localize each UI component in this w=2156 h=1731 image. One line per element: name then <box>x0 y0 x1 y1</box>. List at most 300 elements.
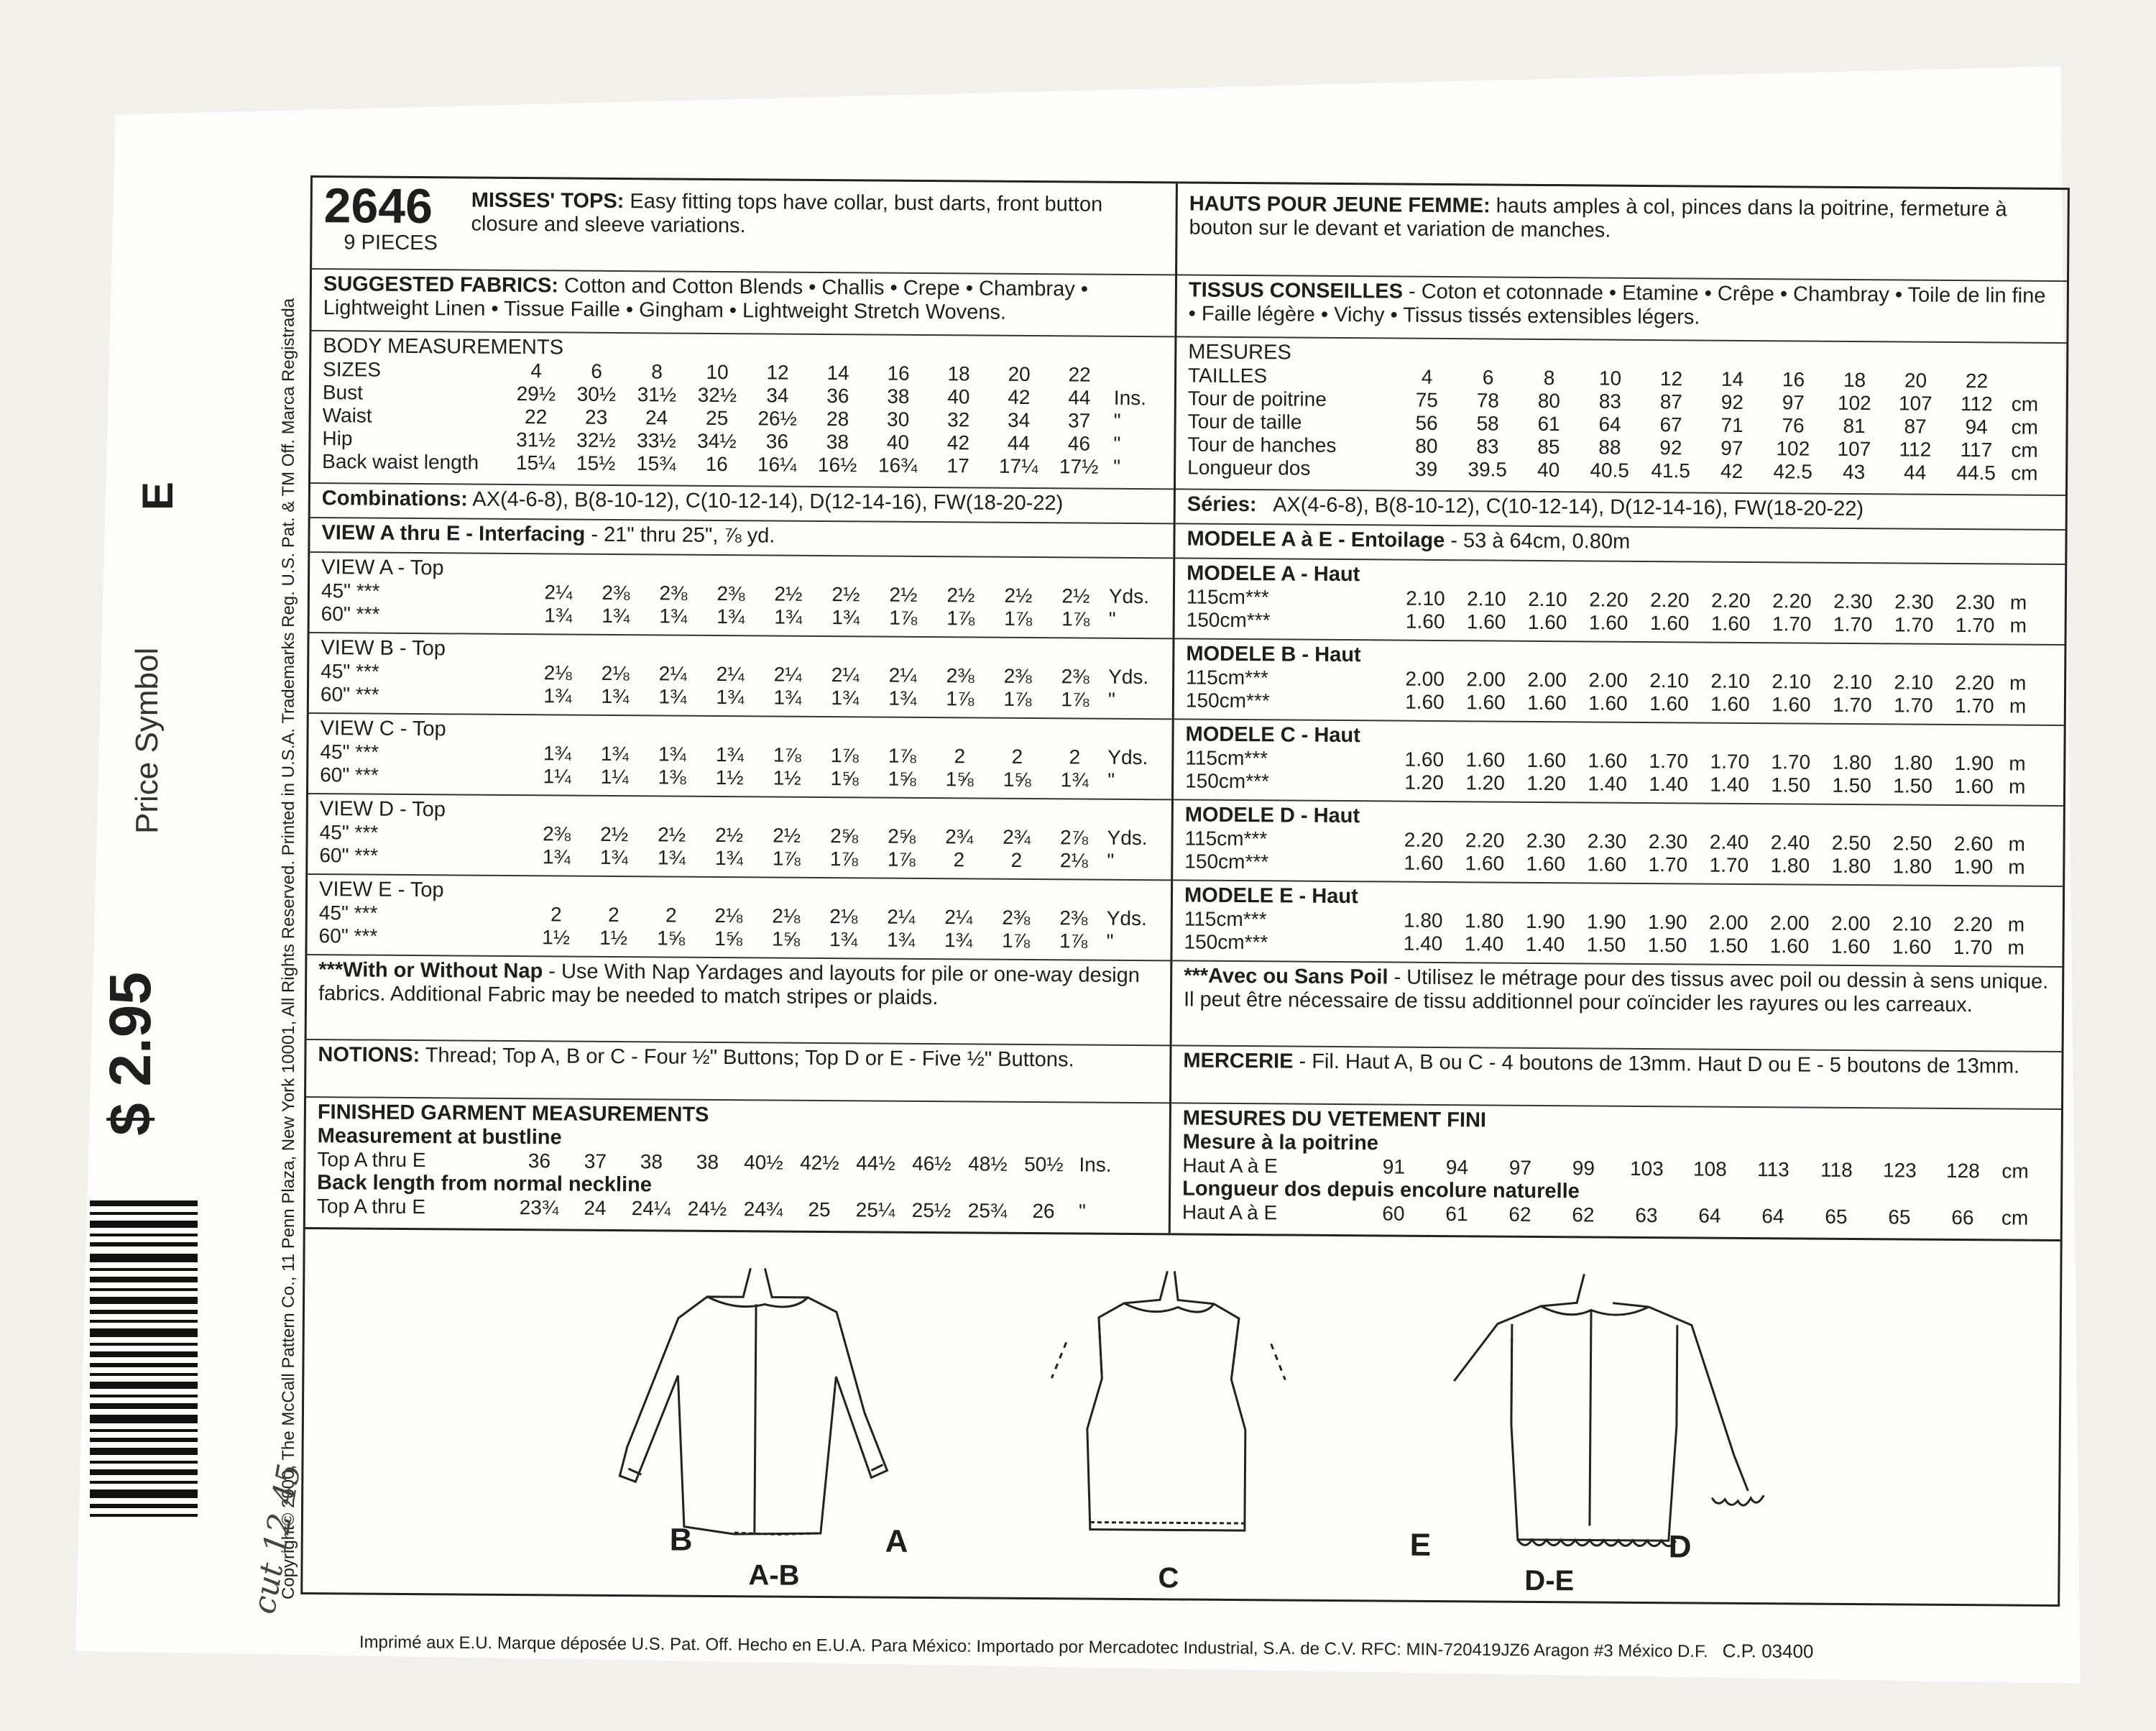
view-title: MODELE C - Haut <box>1185 722 1360 748</box>
size-value: 40 <box>886 431 910 454</box>
view-title: MODELE B - Haut <box>1186 642 1361 667</box>
row-label: SIZES <box>323 358 382 381</box>
size-value: 1.60 <box>1830 935 1871 958</box>
size-value: 66 <box>1951 1206 1974 1229</box>
size-value: 103 <box>1629 1157 1664 1180</box>
size-value: 64 <box>1598 413 1621 436</box>
size-value: 39 <box>1415 457 1438 480</box>
size-value: 1.40 <box>1710 773 1749 796</box>
size-value: 38 <box>887 385 910 408</box>
size-value: 16 <box>887 362 910 385</box>
row-label: Tour de poitrine <box>1187 387 1327 410</box>
fr-title-bold: HAUTS POUR JEUNE FEMME: <box>1189 192 1491 218</box>
size-value: 17½ <box>1059 455 1099 478</box>
interfacing-en <box>310 518 1173 559</box>
row-label: 115cm*** <box>1184 827 1268 850</box>
size-value: 99 <box>1572 1157 1595 1180</box>
size-value: 34 <box>766 384 789 407</box>
size-value: 71 <box>1720 413 1743 436</box>
row-label: TAILLES <box>1187 364 1268 387</box>
row-label: 115cm*** <box>1186 585 1269 609</box>
view-title: VIEW A - Top <box>321 556 444 580</box>
size-value: 64 <box>1698 1204 1721 1227</box>
size-value: 1¾ <box>599 845 628 869</box>
size-value: 118 <box>1820 1158 1853 1182</box>
unit-label: " <box>1107 768 1115 791</box>
size-value: 2.20 <box>1404 828 1444 852</box>
size-value: 97 <box>1782 391 1805 414</box>
size-value: 44½ <box>856 1152 895 1175</box>
size-value: 40 <box>947 385 970 408</box>
size-value: 1.60 <box>1404 748 1445 771</box>
row-label: 45" *** <box>318 901 378 924</box>
size-value: 81 <box>1843 414 1866 438</box>
size-value: 85 <box>1537 435 1560 459</box>
combinations-fr <box>1176 490 2065 531</box>
unit-label: m <box>2009 752 2026 775</box>
size-value: 4 <box>1421 365 1433 388</box>
size-value: 42 <box>1008 385 1031 408</box>
size-value: 1.70 <box>1955 694 1994 717</box>
unit-label: " <box>1113 455 1121 478</box>
size-value: 42½ <box>800 1151 839 1175</box>
size-value: 1.60 <box>1526 852 1566 876</box>
interfacing-value: - 21" thru 25", ⅞ yd. <box>585 523 775 548</box>
size-value: 2⅜ <box>543 822 571 845</box>
size-value: 37 <box>1067 409 1091 432</box>
size-value: 1¾ <box>717 605 745 628</box>
unit-label: m <box>2009 775 2026 798</box>
size-value: 2 <box>550 903 562 926</box>
row-label: Bust <box>322 381 364 404</box>
nap-text: - Use With Nap Yardages and layouts for pile or one-way design fabrics. Additional Fabric may be needed to match stripes or plaids. <box>318 960 1141 1010</box>
french-column <box>1171 183 2068 1239</box>
row-label: 115cm*** <box>1185 746 1268 770</box>
size-value: 1.70 <box>1833 693 1872 717</box>
size-value: 28 <box>826 408 849 431</box>
size-value: 76 <box>1782 414 1805 437</box>
size-value: 1¾ <box>888 687 917 710</box>
size-value: 50½ <box>1024 1152 1064 1176</box>
size-value: 2¾ <box>1003 825 1031 849</box>
size-value: 1.40 <box>1649 773 1688 796</box>
unit-label: cm <box>2011 415 2039 439</box>
size-value: 94 <box>1965 415 1988 439</box>
size-value: 39.5 <box>1468 458 1508 481</box>
fr-notions-label: MERCERIE <box>1183 1049 1294 1073</box>
row-label: Back waist length <box>322 450 479 474</box>
caption-de: D-E <box>1524 1564 1575 1597</box>
unit-label: " <box>1107 849 1115 872</box>
size-value: 2½ <box>946 584 975 607</box>
row-label: 150cm*** <box>1184 850 1269 873</box>
size-value: 1⅝ <box>772 927 801 950</box>
size-value: 16¾ <box>877 454 918 477</box>
row-label: Tour de taille <box>1187 410 1302 433</box>
size-value: 1¾ <box>601 684 630 708</box>
size-value: 1.60 <box>1527 610 1567 634</box>
size-value: 2¼ <box>658 662 687 685</box>
size-value: 30 <box>886 408 910 431</box>
size-value: 1¾ <box>602 604 630 628</box>
size-value: 23¾ <box>519 1196 559 1219</box>
table-row <box>1185 770 2026 799</box>
size-value: 2.00 <box>1708 911 1749 934</box>
size-value: 25½ <box>911 1198 952 1222</box>
price-amount: $ 2.95 <box>98 972 163 1136</box>
size-value: 24¾ <box>743 1198 783 1221</box>
size-value: 17 <box>946 454 969 477</box>
size-value: 1¾ <box>544 604 573 627</box>
unit-label: Ins. <box>1113 386 1147 410</box>
size-value: 1.80 <box>1832 750 1872 774</box>
size-value: 91 <box>1382 1155 1406 1178</box>
size-value: 2.20 <box>1711 589 1751 612</box>
size-value: 1¾ <box>774 605 803 628</box>
size-value: 2.00 <box>1769 912 1810 935</box>
notions-en <box>306 1040 1170 1103</box>
yardage-table <box>1186 666 2027 718</box>
size-value: 1¾ <box>659 605 688 628</box>
size-value: 2⅞ <box>1060 826 1089 849</box>
size-value: 1¼ <box>600 765 629 789</box>
yardage-table <box>321 660 1148 712</box>
size-value: 1.70 <box>1894 694 1933 717</box>
header-en <box>312 178 1176 275</box>
size-value: 2.20 <box>1589 588 1628 611</box>
view-title: MODELE D - Haut <box>1184 803 1360 828</box>
size-value: 2.20 <box>1650 589 1690 612</box>
yardage-table <box>319 821 1147 873</box>
size-value: 22 <box>1965 369 1989 392</box>
nap-label: ***With or Without Nap <box>318 958 543 983</box>
size-value: 2 <box>1011 745 1023 768</box>
size-value: 25 <box>705 406 729 430</box>
size-value: 87 <box>1659 390 1683 413</box>
size-value: 1.50 <box>1647 934 1687 957</box>
size-value: 2.30 <box>1526 829 1566 853</box>
size-value: 1.70 <box>1894 613 1934 636</box>
size-value: 2½ <box>1061 584 1090 607</box>
nap-fr <box>1172 961 2063 1052</box>
table-row <box>1187 609 2027 638</box>
notions-text: Thread; Top A, B or C - Four ½" Buttons; Top D or E - Five ½" Buttons. <box>420 1044 1074 1072</box>
view-block <box>1174 720 2064 807</box>
fr-fabrics-label: TISSUS CONSEILLES <box>1188 278 1404 303</box>
row-label: 60" *** <box>320 683 379 706</box>
size-value: 2¾ <box>945 825 974 848</box>
unit-label <box>2007 369 2039 392</box>
size-value: 2¼ <box>544 581 573 604</box>
size-value: 1¾ <box>831 606 860 629</box>
size-value: 128 <box>1945 1159 1980 1183</box>
size-value: 1¾ <box>714 846 743 870</box>
caption-ab: A-B <box>748 1559 800 1592</box>
size-value: 2.20 <box>1953 912 1993 936</box>
size-value: 2⅜ <box>946 664 975 687</box>
size-value: 2.30 <box>1833 589 1873 613</box>
size-value: 16¼ <box>757 453 797 476</box>
size-value: 1.60 <box>1649 612 1690 635</box>
finished-en <box>305 1098 1169 1223</box>
size-value: 1.70 <box>1833 612 1873 636</box>
table-row <box>1182 1201 2029 1230</box>
size-value: 2.50 <box>1831 831 1871 855</box>
footer-cp: C.P. 03400 <box>1722 1640 1814 1663</box>
fr-notions-text: - Fil. Haut A, B ou C - 4 boutons de 13mm. Haut D ou E - 5 boutons de 13mm. <box>1293 1050 2020 1078</box>
garment-illustrations <box>303 1227 2060 1607</box>
size-value: 34½ <box>697 429 737 453</box>
size-value: 1⅝ <box>1003 768 1031 791</box>
size-value: 2¼ <box>773 663 802 686</box>
label-a: A <box>885 1523 908 1559</box>
views-en <box>307 553 1173 961</box>
fr-body-title: MESURES <box>1188 340 1291 364</box>
fr-interfacing-label: MODELE A à E - Entoilage <box>1187 527 1445 553</box>
unit-label: cm <box>2011 439 2038 462</box>
pattern-info-sheet <box>300 175 2070 1607</box>
size-value: 107 <box>1898 392 1932 415</box>
unit-label: m <box>2009 591 2027 614</box>
unit-label: " <box>1078 1200 1087 1223</box>
unit-label: Yds. <box>1107 826 1148 850</box>
title-desc: Easy fitting tops have collar, bust darts, front button closure and sleeve variations. <box>471 190 1103 238</box>
size-value: 1.60 <box>1892 935 1932 958</box>
size-value: 1.20 <box>1465 771 1505 794</box>
size-value: 1.60 <box>1649 692 1689 715</box>
size-value: 1.60 <box>1588 692 1628 715</box>
unit-label <box>1110 364 1146 387</box>
size-value: 1⅞ <box>1002 929 1031 952</box>
size-value: 2½ <box>715 823 744 847</box>
unit-label: Yds. <box>1107 745 1148 769</box>
footer-text: Imprimé aux E.U. Marque déposée U.S. Pat. Off. Hecho en E.U.A. Para México: Importado por Mercadotec Industrial, S.A. de C.V. RFC: MIN-720419JZ6 Aragon #3 México D.F. <box>359 1633 1708 1662</box>
size-value: 31½ <box>516 428 556 451</box>
fr-combinations-value: AX(4-6-8), B(8-10-12), C(10-12-14), D(12-14-16), FW(18-20-22) <box>1273 493 1864 521</box>
vest-c-drawing <box>1051 1270 1286 1530</box>
size-value: 1⅞ <box>829 848 858 871</box>
size-value: 1¾ <box>542 845 571 868</box>
row-label: 45" *** <box>321 579 380 602</box>
size-value: 38 <box>696 1150 719 1173</box>
size-value: 2.10 <box>1406 587 1445 610</box>
size-value: 1¾ <box>716 685 745 709</box>
size-value: 2.40 <box>1709 830 1749 853</box>
fabrics-label: SUGGESTED FABRICS: <box>323 272 559 298</box>
size-value: 25 <box>808 1198 831 1221</box>
size-value: 56 <box>1415 411 1438 434</box>
pattern-number: 2646 <box>323 178 433 234</box>
size-value: 1.60 <box>1466 610 1506 633</box>
label-e: E <box>1409 1527 1432 1563</box>
size-value: 1⅝ <box>945 768 974 791</box>
size-value: 1⅜ <box>658 766 686 789</box>
row-label: 150cm*** <box>1185 689 1270 712</box>
nap-en <box>307 955 1171 1046</box>
fr-nap-label: ***Avec ou Sans Poil <box>1184 964 1388 989</box>
size-value: 2½ <box>658 823 686 846</box>
size-value: 1¾ <box>715 743 744 766</box>
unit-label: " <box>1106 929 1114 952</box>
row-label: 150cm*** <box>1186 608 1271 632</box>
size-value: 1⅞ <box>1004 607 1033 630</box>
fr-title-desc: hauts amples à col, pinces dans la poitrine, fermeture à bouton sur le devant et variation de manches. <box>1189 194 2007 242</box>
combinations-value: AX(4-6-8), B(8-10-12), C(10-12-14), D(12-14-16), FW(18-20-22) <box>472 487 1064 515</box>
shirt-ab-drawing <box>619 1267 889 1535</box>
size-value: 2.10 <box>1892 912 1932 935</box>
fr-nap-text: - Utilisez le métrage pour des tissus avec poil ou dessin à sens unique. Il peut être nécessaire de tissu additionnel pour coïncider les rayures ou les carreaux. <box>1183 965 2049 1017</box>
size-value: 1.70 <box>1955 613 1995 637</box>
size-value: 102 <box>1837 391 1871 415</box>
size-value: 30½ <box>576 382 617 405</box>
size-value: 1.60 <box>1405 610 1445 633</box>
size-value: 2.10 <box>1894 671 1933 694</box>
size-value: 6 <box>1482 366 1494 389</box>
size-value: 1.40 <box>1588 772 1627 795</box>
size-value: 1.50 <box>1771 773 1810 796</box>
size-value: 1¾ <box>773 686 802 709</box>
size-value: 1.70 <box>1648 853 1688 876</box>
size-value: 2¼ <box>888 664 917 687</box>
size-value: 8 <box>651 360 663 383</box>
size-value: 2.00 <box>1830 912 1871 935</box>
size-value: 18 <box>947 362 970 385</box>
size-value: 32½ <box>697 383 737 407</box>
unit-label: Ins. <box>1079 1153 1112 1176</box>
size-value: 36 <box>765 430 789 453</box>
size-value: 1⅞ <box>889 606 918 629</box>
table-row <box>322 450 1146 479</box>
size-value: 1.60 <box>1404 851 1444 875</box>
size-value: 2.30 <box>1894 590 1934 613</box>
size-value: 2½ <box>1004 584 1033 607</box>
size-value: 22 <box>524 405 548 428</box>
size-value: 1.80 <box>1893 751 1933 774</box>
unit-label: m <box>2007 936 2024 959</box>
size-value: 1.20 <box>1404 771 1445 794</box>
size-value: 107 <box>1837 437 1871 461</box>
body-measurements-en <box>310 331 1174 490</box>
garment-drawings <box>303 1229 2060 1607</box>
size-value: 1.70 <box>1649 750 1689 773</box>
view-block <box>308 714 1172 800</box>
english-column <box>305 178 1178 1233</box>
size-value: 1⅞ <box>1061 688 1089 711</box>
size-value: 40½ <box>744 1151 783 1174</box>
size-value: 2 <box>953 848 965 871</box>
interfacing-label: VIEW A thru E - Interfacing <box>321 521 586 546</box>
size-value: 1.90 <box>1953 855 1994 878</box>
fabrics-fr <box>1176 275 2067 344</box>
size-value: 2 <box>1010 848 1023 871</box>
size-value: 92 <box>1720 390 1744 413</box>
row-label: Top A thru E <box>317 1148 426 1172</box>
body-title: BODY MEASUREMENTS <box>323 334 564 359</box>
size-value: 25¾ <box>967 1199 1008 1222</box>
size-value: 1.50 <box>1586 933 1626 956</box>
size-value: 6 <box>591 359 602 382</box>
row-label: Tour de hanches <box>1187 433 1337 456</box>
size-value: 23 <box>584 405 608 428</box>
size-value: 2½ <box>831 583 860 606</box>
unit-label: cm <box>2001 1160 2029 1183</box>
handwritten-note: cut 12 45 <box>246 1461 308 1617</box>
row-label: 60" *** <box>318 924 378 947</box>
size-value: 80 <box>1415 434 1438 457</box>
size-value: 1¾ <box>600 742 629 766</box>
size-value: 2.00 <box>1466 668 1506 691</box>
size-value: 2⅛ <box>543 661 572 684</box>
size-value: 1.60 <box>1769 935 1810 958</box>
size-value: 37 <box>584 1149 607 1172</box>
size-value: 75 <box>1415 388 1439 411</box>
combinations-label: Combinations: <box>321 487 468 511</box>
size-value: 24½ <box>687 1197 727 1221</box>
size-value: 62 <box>1508 1203 1531 1226</box>
size-value: 108 <box>1692 1157 1727 1180</box>
size-value: 24 <box>584 1196 607 1219</box>
row-label: Top A thru E <box>316 1195 426 1218</box>
size-value: 1.80 <box>1892 855 1932 878</box>
combinations-en <box>310 484 1174 524</box>
size-value: 2.20 <box>1772 589 1812 612</box>
size-value: 2.20 <box>1955 671 1994 694</box>
size-value: 1⅞ <box>946 687 975 710</box>
yardage-table <box>1184 908 2024 960</box>
yardage-table <box>1187 586 2027 638</box>
size-value: 2¼ <box>944 906 973 929</box>
view-block <box>1173 800 2063 887</box>
size-value: 10 <box>706 360 729 384</box>
size-value: 1.60 <box>1526 748 1567 772</box>
table-row <box>1186 689 2027 718</box>
size-value: 24 <box>645 406 668 429</box>
row-label: Haut A à E <box>1182 1154 1278 1177</box>
view-title: VIEW C - Top <box>320 717 446 741</box>
size-value: 83 <box>1598 390 1622 413</box>
size-value: 16 <box>1782 368 1805 391</box>
unit-label: " <box>1107 688 1115 711</box>
row-label: Haut A à E <box>1181 1200 1278 1224</box>
size-value: 1⅞ <box>946 607 975 630</box>
interfacing-fr <box>1175 524 2065 565</box>
size-value: 44 <box>1068 386 1091 409</box>
size-value: 64 <box>1761 1205 1784 1228</box>
view-block <box>307 875 1171 961</box>
size-value: 2⅜ <box>659 582 688 605</box>
size-value: 10 <box>1598 367 1622 390</box>
size-value: 83 <box>1476 435 1499 458</box>
view-title: MODELE A - Haut <box>1187 561 1360 587</box>
view-title: VIEW E - Top <box>318 878 444 902</box>
size-value: 1.60 <box>1527 691 1567 715</box>
size-value: 1.60 <box>1465 852 1505 875</box>
size-value: 2⅛ <box>601 661 630 685</box>
row-label: 115cm*** <box>1186 666 1268 689</box>
size-value: 41.5 <box>1651 459 1691 482</box>
label-d: D <box>1668 1529 1692 1565</box>
title-bold: MISSES' TOPS: <box>471 188 625 213</box>
size-value: 1⅞ <box>888 744 916 767</box>
size-value: 2.30 <box>1955 590 1995 614</box>
size-value: 38 <box>826 431 849 454</box>
view-block <box>309 633 1173 720</box>
size-value: 2⅜ <box>1002 906 1031 929</box>
size-value: 31½ <box>637 383 677 406</box>
size-value: 43 <box>1842 460 1866 484</box>
size-value: 2⅝ <box>830 825 859 848</box>
size-value: 2.00 <box>1588 669 1628 692</box>
